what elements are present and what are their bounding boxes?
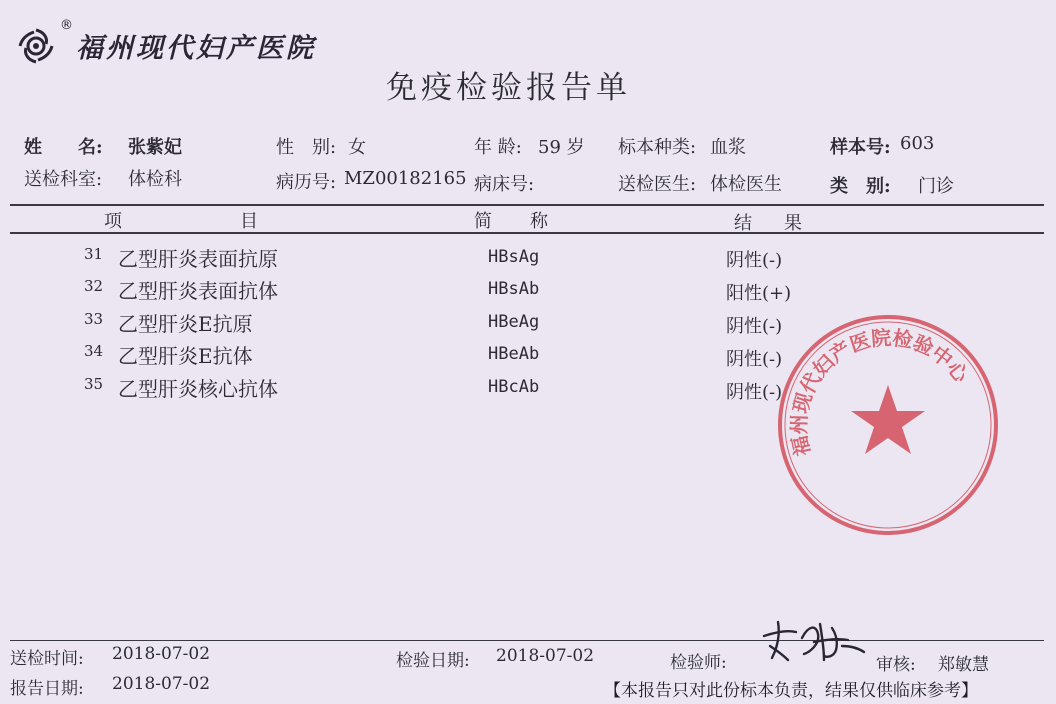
row-number: 34 — [84, 342, 104, 360]
test-date-value: 2018-07-02 — [496, 646, 595, 666]
submit-time-label: 送检时间: — [10, 649, 84, 669]
category-label: 类 别: — [830, 176, 891, 197]
test-result: 阴性(-) — [726, 382, 783, 403]
sample-no-value: 603 — [900, 133, 935, 154]
test-date-label: 检验日期: — [396, 651, 470, 671]
col-result-head-2: 果 — [784, 213, 802, 234]
hospital-logo-icon — [14, 18, 74, 66]
test-item-name: 乙型肝炎E抗原 — [118, 312, 253, 336]
test-abbreviation: HBeAg — [488, 312, 540, 332]
test-result: 阳性(+) — [726, 283, 792, 304]
name-label: 姓 名: — [24, 137, 103, 158]
row-number: 31 — [84, 245, 104, 263]
test-item-name: 乙型肝炎核心抗体 — [118, 377, 278, 401]
sex-value: 女 — [348, 137, 366, 158]
svg-text:福州现代妇产医院检验中心: 福州现代妇产医院检验中心 — [786, 325, 974, 459]
table-header-rule — [10, 232, 1044, 234]
age-label: 年 龄: — [474, 137, 522, 158]
test-item-name: 乙型肝炎E抗体 — [118, 344, 253, 368]
report-date-label: 报告日期: — [10, 679, 84, 699]
col-item-head-2: 目 — [240, 211, 258, 232]
record-no-value: MZ00182165 — [344, 168, 467, 189]
col-abbr-head-2: 称 — [530, 211, 548, 232]
dept-value: 体检科 — [128, 169, 182, 190]
report-title: 免疫检验报告单 — [386, 70, 631, 106]
submit-time-value: 2018-07-02 — [112, 644, 211, 664]
record-no-label: 病历号: — [276, 172, 337, 193]
examiner-signature — [758, 616, 868, 668]
examiner-label: 检验师: — [670, 653, 727, 673]
test-abbreviation: HBsAg — [488, 247, 540, 267]
footer-rule — [10, 640, 1044, 641]
registered-mark: ® — [60, 18, 73, 33]
doctor-value: 体检医生 — [710, 174, 782, 195]
official-seal — [773, 310, 1003, 540]
sex-label: 性 别: — [276, 137, 337, 158]
test-item-name: 乙型肝炎表面抗原 — [118, 247, 278, 271]
specimen-type-label: 标本种类: — [618, 137, 697, 158]
name-value: 张紫妃 — [128, 137, 182, 158]
test-abbreviation: HBsAb — [488, 279, 540, 299]
test-result: 阴性(-) — [726, 316, 783, 337]
row-number: 32 — [84, 277, 104, 295]
report-date-value: 2018-07-02 — [112, 674, 211, 694]
age-value: 59 岁 — [538, 137, 585, 158]
test-abbreviation: HBeAb — [488, 344, 540, 364]
col-item-head-1: 项 — [104, 211, 122, 232]
report-disclaimer: 【本报告只对此份标本负责，结果仅供临床参考】 — [604, 681, 978, 701]
table-top-rule — [10, 204, 1044, 206]
test-abbreviation: HBcAb — [488, 377, 540, 397]
test-item-name: 乙型肝炎表面抗体 — [118, 279, 278, 303]
doctor-label: 送检医生: — [618, 174, 697, 195]
col-abbr-head-1: 简 — [474, 211, 492, 232]
col-result-head-1: 结 — [734, 213, 752, 234]
sample-no-label: 样本号: — [830, 137, 891, 158]
reviewer-label: 审核: — [876, 655, 916, 675]
row-number: 35 — [84, 375, 104, 393]
specimen-type-value: 血浆 — [710, 137, 746, 158]
bed-label: 病床号: — [474, 174, 535, 195]
row-number: 33 — [84, 310, 104, 328]
test-result: 阴性(-) — [726, 250, 783, 271]
test-result: 阴性(-) — [726, 349, 783, 370]
reviewer-value: 郑敏慧 — [938, 655, 989, 675]
dept-label: 送检科室: — [24, 169, 103, 190]
seal-star-icon — [851, 385, 925, 454]
category-value: 门诊 — [918, 176, 954, 197]
hospital-name: 福州现代妇产医院 — [76, 33, 316, 64]
